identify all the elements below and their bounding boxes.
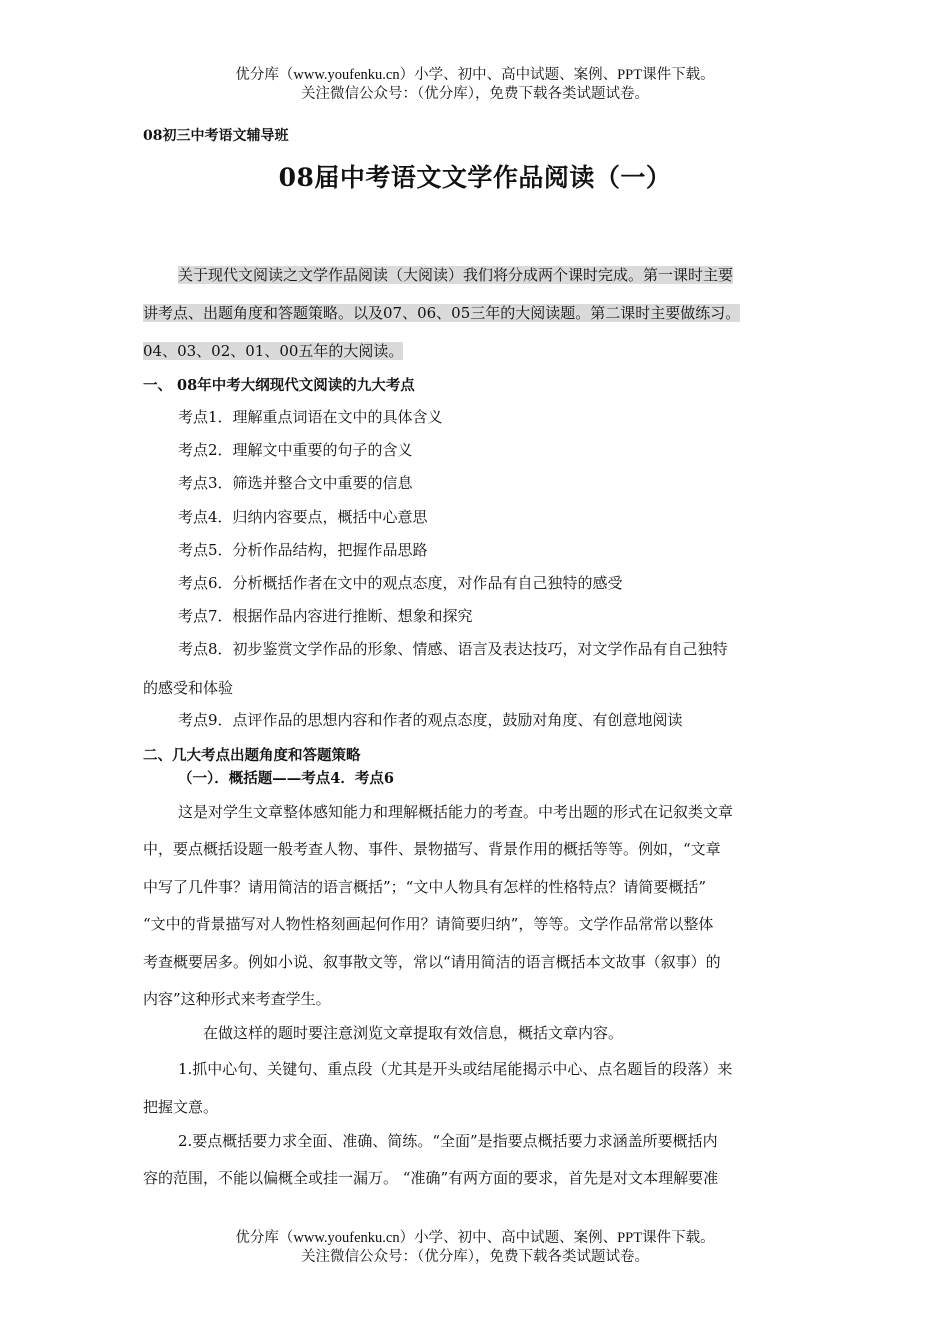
header-line-2: 关注微信公众号：（优分库），免费下载各类试题试卷。 bbox=[301, 86, 649, 102]
para4-line: 2.要点概括要力求全面、准确、简练。“全面”是指要点概括要力求涵盖所要概括内 bbox=[178, 1132, 718, 1150]
section2-subheading: （一）．概括题——考点4．考点6 bbox=[178, 770, 394, 787]
para3-line: 把握文意。 bbox=[143, 1098, 219, 1116]
point-item: 考点9．点评作品的思想内容和作者的观点态度，鼓励对角度、有创意地阅读 bbox=[178, 711, 683, 729]
intro-line-1: 关于现代文阅读之文学作品阅读（大阅读）我们将分成两个课时完成。第一课时主要 bbox=[178, 266, 734, 284]
section2-heading: 二、几大考点出题角度和答题策略 bbox=[143, 747, 361, 764]
point-item-continuation: 的感受和体验 bbox=[143, 679, 234, 697]
para1-line: 考查概要居多。例如小说、叙事散文等，常以“请用简洁的语言概括本文故事（叙事）的 bbox=[143, 953, 721, 971]
header-line-1: 优分库（www.youfenku.cn）小学、初中、高中试题、案例、PPT课件下载。 bbox=[235, 67, 715, 83]
para1-line: 中，要点概括设题一般考查人物、事件、景物描写、背景作用的概括等等。例如，“文章 bbox=[143, 840, 721, 858]
footer-line-2: 关注微信公众号：（优分库），免费下载各类试题试卷。 bbox=[301, 1249, 649, 1265]
point-item: 考点3．筛选并整合文中重要的信息 bbox=[178, 474, 413, 492]
point-item: 考点8．初步鉴赏文学作品的形象、情感、语言及表达技巧，对文学作品有自己独特 bbox=[178, 640, 728, 658]
course-label: 08初三中考语文辅导班 bbox=[143, 128, 289, 144]
para1-line: “文中的背景描写对人物性格刻画起何作用？请简要归纳”，等等。文学作品常常以整体 bbox=[143, 915, 714, 933]
point-item: 考点6．分析概括作者在文中的观点态度，对作品有自己独特的感受 bbox=[178, 574, 623, 592]
point-item: 考点2．理解文中重要的句子的含义 bbox=[178, 441, 413, 459]
intro-line-3: 04、03、02、01、00五年的大阅读。 bbox=[143, 342, 404, 360]
para2: 在做这样的题时要注意浏览文章提取有效信息，概括文章内容。 bbox=[203, 1024, 624, 1042]
point-item: 考点4．归纳内容要点，概括中心意思 bbox=[178, 508, 428, 526]
point-item: 考点7．根据作品内容进行推断、想象和探究 bbox=[178, 607, 473, 625]
point-item: 考点5．分析作品结构，把握作品思路 bbox=[178, 541, 428, 559]
footer-line-1: 优分库（www.youfenku.cn）小学、初中、高中试题、案例、PPT课件下载。 bbox=[235, 1230, 715, 1246]
section1-heading: 一、 08年中考大纲现代文阅读的九大考点 bbox=[143, 377, 415, 394]
para3-line: 1.抓中心句、关键句、重点段（尤其是开头或结尾能揭示中心、点名题旨的段落）来 bbox=[178, 1060, 733, 1078]
point-item: 考点1．理解重点词语在文中的具体含义 bbox=[178, 408, 443, 426]
intro-line-2: 讲考点、出题角度和答题策略。以及07、06、05三年的大阅读题。第二课时主要做练习。 bbox=[143, 304, 741, 322]
para1-line: 内容”这种形式来考查学生。 bbox=[143, 990, 331, 1008]
para4-line: 容的范围，不能以偏概全或挂一漏万。 “准确”有两方面的要求，首先是对文本理解要准 bbox=[143, 1169, 719, 1187]
page-title: 08届中考语文文学作品阅读（一） bbox=[278, 163, 672, 192]
para1-line: 这是对学生文章整体感知能力和理解概括能力的考查。中考出题的形式在记叙类文章 bbox=[178, 803, 734, 821]
para1-line: 中写了几件事？请用简洁的语言概括”；“文中人物具有怎样的性格特点？请简要概括” bbox=[143, 878, 707, 896]
